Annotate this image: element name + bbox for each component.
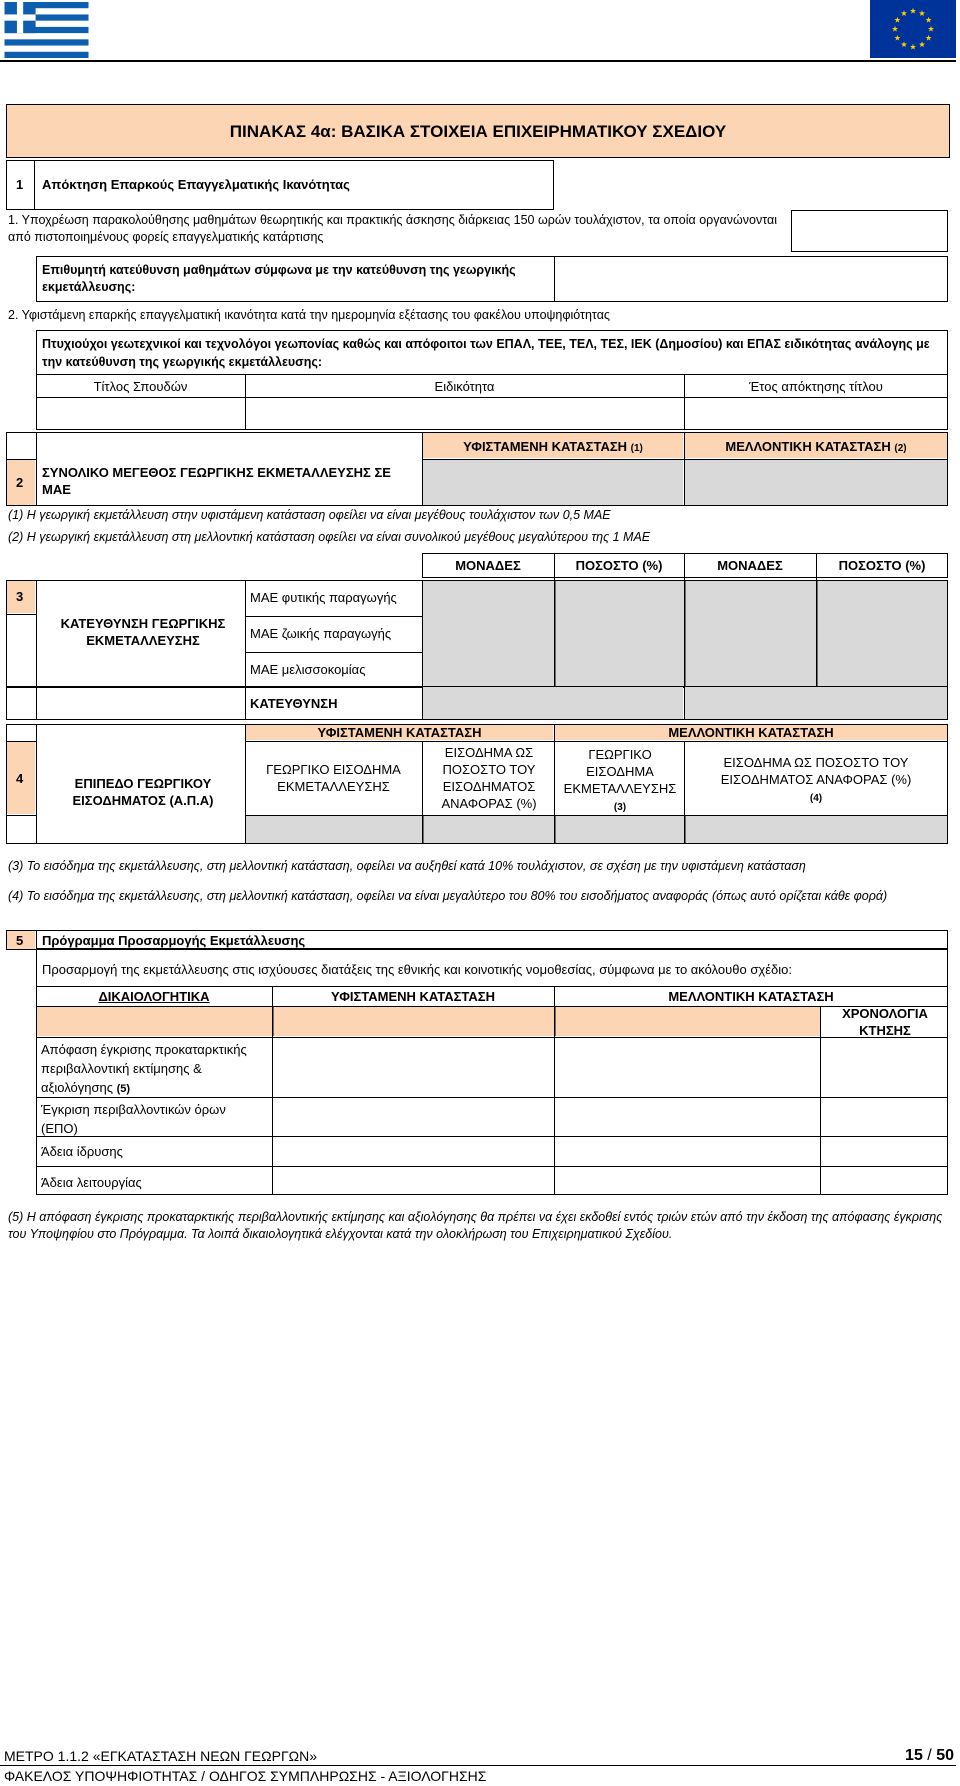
s3-col-units-2: ΜΟΝΑΔΕΣ <box>717 558 783 573</box>
s4-note4: (4) Το εισόδημα της εκμετάλλευσης, στη μελλοντική κατάσταση, οφείλει να είναι μεγαλύτερο του 80% του εισοδήματος αναφοράς (όπως αυτό ορίζεται κάθε φορά) <box>8 889 888 903</box>
s4-inputs[interactable] <box>246 816 947 843</box>
s4-c3: ΓΕΩΡΓΙΚΟ ΕΙΣΟΔΗΜΑ ΕΚΜΕΤΑΛΛΕΥΣΗΣ (3) <box>563 747 677 813</box>
s1-title-input[interactable] <box>38 399 243 428</box>
s4-current-header: ΥΦΙΣΤΑΜΕΝΗ ΚΑΤΑΣΤΑΣΗ <box>317 725 482 740</box>
s5-row1-ref: (5) <box>116 1083 131 1095</box>
s2-future-ref: (2) <box>894 443 907 454</box>
s1-grads-label: Πτυχιούχοι γεωτεχνικοί και τεχνολόγοι γεωπονίας καθώς και απόφοιτοι των ΕΠΑΛ, ΤΕΕ, ΤΕΛ, ΤΕΣ, ΙΕΚ (Δημοσίου) και ΕΠΑΣ ειδικότητας ανάλογης με την κατεύθυνση της γεωργικής εκμετάλλευσης: <box>42 337 930 369</box>
s4-c4: ΕΙΣΟΔΗΜΑ ΩΣ ΠΟΣΟΣΤΟ ΤΟΥ ΕΙΣΟΔΗΜΑΤΟΣ ΑΝΑΦΟΡΑΣ (%) (4) <box>720 755 912 804</box>
s4-c4-ref: (4) <box>809 793 823 804</box>
s4-label: ΕΠΙΠΕΔΟ ΓΕΩΡΓΙΚΟΥ ΕΙΣΟΔΗΜΑΤΟΣ (Α.Π.Α) <box>72 776 214 808</box>
s1-year-input[interactable] <box>686 399 946 428</box>
s2-note2: (2) Η γεωργική εκμετάλλευση στη μελλοντική κατάσταση οφείλει να είναι συνολικού μεγέθους μεγαλύτερου της 1 ΜΑΕ <box>8 530 651 544</box>
s1-item2: 2. Υφιστάμενη επαρκής επαγγελματική ικανότητα κατά την ημερομηνία εξέτασης του φακέλου υποψηφιότητας <box>8 308 610 322</box>
eu-flag <box>870 0 956 58</box>
s3-col-units-1: ΜΟΝΑΔΕΣ <box>455 558 521 573</box>
s3-direction-future[interactable] <box>685 687 947 719</box>
s1-col-year: Έτος απόκτησης τίτλου <box>749 379 883 394</box>
s3-label: ΚΑΤΕΥΘΥΝΣΗ ΓΕΩΡΓΙΚΗΣ ΕΚΜΕΤΑΛΛΕΥΣΗΣ <box>60 616 226 648</box>
s1-col-specialty: Ειδικότητα <box>434 379 495 394</box>
s5-row4: Άδεια λειτουργίας <box>41 1175 142 1190</box>
s1-item1-input[interactable] <box>791 210 948 252</box>
s5-row3: Άδεια ίδρυσης <box>41 1144 123 1159</box>
footer-page-number: 15 / 50 <box>905 1747 954 1764</box>
s5-col-current: ΥΦΙΣΤΑΜΕΝΗ ΚΑΤΑΣΤΑΣΗ <box>331 989 495 1004</box>
s5-note5: (5) Η απόφαση έγκρισης προκαταρκτικής περιβαλλοντικής εκτίμησης και αξιολόγησης θα πρέπει να έχει εκδοθεί εντός τριών ετών από την έκδοση της απόφασης έγκρισης του Υποψηφίου στο Πρόγραμμα. Τα λοιπά δικαιολογητικά ελέγχονται κατά την ολοκλήρωση του Επιχειρηματικού Σχεδίου. <box>8 1210 943 1241</box>
s1-col-title: Τίτλος Σπουδών <box>93 379 188 394</box>
header-rule <box>0 60 956 62</box>
s3-direction-current[interactable] <box>423 687 683 719</box>
s5-row1: Απόφαση έγκρισης προκαταρκτικής περιβαλλοντική εκτίμησης & αξιολόγησης (5) <box>41 1042 247 1095</box>
s2-current-input[interactable] <box>423 460 683 505</box>
s2-current-ref: (1) <box>630 443 643 454</box>
s1-desired-label: Επιθυμητή κατεύθυνση μαθημάτων σύμφωνα με την κατεύθυνση της γεωργικής εκμετάλλευσης: <box>42 263 516 294</box>
s1-specialty-input[interactable] <box>247 399 682 428</box>
s4-note3: (3) Το εισόδημα της εκμετάλλευσης, στη μελλοντική κατάσταση, οφείλει να αυξηθεί κατά 10% τουλάχιστον, σε σχέση με την υφιστάμενη κατάσταση <box>8 859 806 873</box>
s3-row-bee: ΜΑΕ μελισσοκομίας <box>250 662 366 677</box>
footer-subtitle: ΦΑΚΕΛΟΣ ΥΠΟΨΗΦΙΟΤΗΤΑΣ / ΟΔΗΓΟΣ ΣΥΜΠΛΗΡΩΣΗΣ - ΑΞΙΟΛΟΓΗΣΗΣ <box>4 1768 487 1784</box>
footer-measure: ΜΕΤΡΟ 1.1.2 «ΕΓΚΑΤΑΣΤΑΣΗ ΝΕΩΝ ΓΕΩΡΓΩΝ» <box>4 1748 318 1764</box>
footer-rule <box>0 1765 956 1766</box>
s5-heading: Πρόγραμμα Προσαρμογής Εκμετάλλευσης <box>42 933 306 948</box>
s1-item1: 1. Υποχρέωση παρακολούθησης μαθημάτων θεωρητικής και πρακτικής άσκησης διάρκειας 150 ωρών τουλάχιστον, τα οποία οργανώνονται από πιστοποιημένους φορείς επαγγελματικής κατάρτισης <box>8 213 777 244</box>
s2-label: ΣΥΝΟΛΙΚΟ ΜΕΓΕΘΟΣ ΓΕΩΡΓΙΚΗΣ ΕΚΜΕΤΑΛΛΕΥΣΗΣ ΣΕ ΜΑΕ <box>42 465 391 497</box>
s2-current-header: ΥΦΙΣΤΑΜΕΝΗ ΚΑΤΑΣΤΑΣΗ (1) <box>463 439 643 454</box>
s5-row2: Έγκριση περιβαλλοντικών όρων (ΕΠΟ) <box>41 1102 226 1136</box>
s5-number: 5 <box>16 933 24 948</box>
s1-number: 1 <box>16 177 24 192</box>
s2-future-header: ΜΕΛΛΟΝΤΙΚΗ ΚΑΤΑΣΤΑΣΗ (2) <box>725 439 907 454</box>
s5-col-docs: ΔΙΚΑΙΟΛΟΓΗΤΙΚΑ <box>98 989 210 1004</box>
s2-note1: (1) Η γεωργική εκμετάλλευση στην υφιστάμενη κατάσταση οφείλει να είναι μεγέθους τουλάχιστον των 0,5 ΜΑΕ <box>8 508 611 522</box>
s3-col-pct-2: ΠΟΣΟΣΤΟ (%) <box>838 558 926 573</box>
s3-row-plant: ΜΑΕ φυτικής παραγωγής <box>250 590 397 605</box>
s3-col-pct-1: ΠΟΣΟΣΤΟ (%) <box>575 558 663 573</box>
s3-direction-label: ΚΑΤΕΥΘΥΝΣΗ <box>250 696 338 711</box>
s1-desired-input[interactable] <box>556 258 946 300</box>
s2-number: 2 <box>16 475 24 490</box>
s4-c1: ΓΕΩΡΓΙΚΟ ΕΙΣΟΔΗΜΑ ΕΚΜΕΤΑΛΛΕΥΣΗΣ <box>266 762 401 794</box>
s4-number: 4 <box>16 771 24 786</box>
s4-c3-ref: (3) <box>613 802 627 813</box>
s4-future-header: ΜΕΛΛΟΝΤΙΚΗ ΚΑΤΑΣΤΑΣΗ <box>668 725 834 740</box>
s5-col-future: ΜΕΛΛΟΝΤΙΚΗ ΚΑΤΑΣΤΑΣΗ <box>668 989 834 1004</box>
s1-heading: Απόκτηση Επαρκούς Επαγγελματικής Ικανότητας <box>42 177 350 192</box>
s3-inputs-grid[interactable] <box>423 581 947 687</box>
page-title: ΠΙΝΑΚΑΣ 4α: ΒΑΣΙΚΑ ΣΤΟΙΧΕΙΑ ΕΠΙΧΕΙΡΗΜΑΤΙΚΟΥ ΣΧΕΔΙΟΥ <box>229 122 727 141</box>
s2-future-input[interactable] <box>685 460 947 505</box>
s5-intro: Προσαρμογή της εκμετάλλευσης στις ισχύουσες διατάξεις της εθνικής και κοινοτικής νομοθεσίας, σύμφωνα με το ακόλουθο σχέδιο: <box>42 962 792 977</box>
greek-flag <box>4 2 89 58</box>
s3-row-animal: ΜΑΕ ζωικής παραγωγής <box>250 626 392 641</box>
s5-col-date: ΧΡΟΝΟΛΟΓΙΑ ΚΤΗΣΗΣ <box>842 1006 928 1038</box>
s3-number: 3 <box>16 589 24 604</box>
s4-c2: ΕΙΣΟΔΗΜΑ ΩΣ ΠΟΣΟΣΤΟ ΤΟΥ ΕΙΣΟΔΗΜΑΤΟΣ ΑΝΑΦΟΡΑΣ (%) <box>441 745 537 811</box>
